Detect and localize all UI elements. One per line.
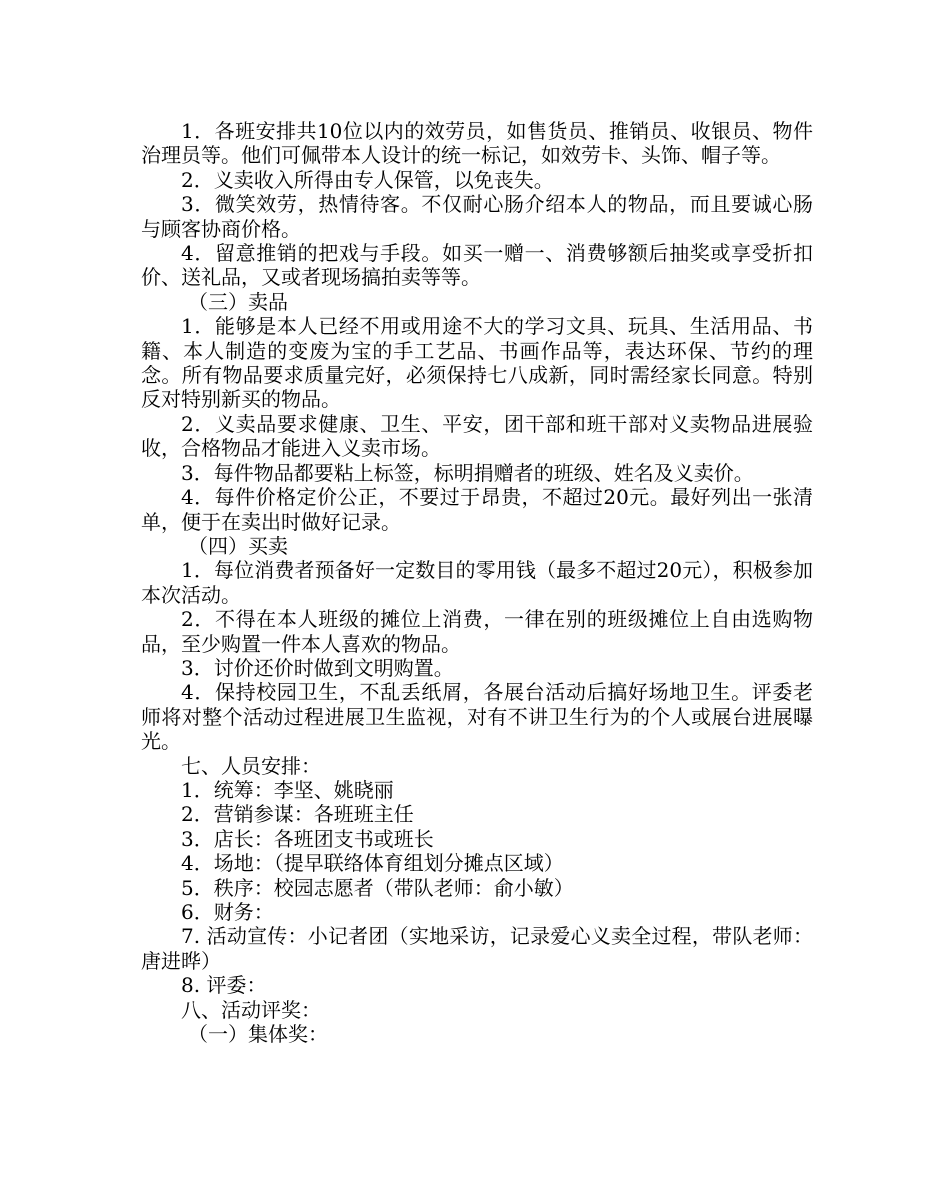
section-heading: （一）集体奖： bbox=[188, 1022, 328, 1047]
paragraph: 1．能够是本人已经不用或用途不大的学习文具、玩具、生活用品、书籍、本人制造的变废为宝的手工艺品、书画作品等，表达环保、节约的理念。所有物品要求质量完好，必须保持七八成新，同时需经家长同意。特别反对特别新买的物品。 bbox=[141, 314, 813, 412]
paragraph: 4．保持校园卫生，不乱丢纸屑，各展台活动后搞好场地卫生。评委老师将对整个活动过程进展卫生监视，对有不讲卫生行为的个人或展台进展曝光。 bbox=[141, 680, 813, 754]
paragraph: 2．不得在本人班级的摊位上消费，一律在别的班级摊位上自由选购物品，至少购置一件本人喜欢的物品。 bbox=[141, 607, 813, 656]
list-item: 1．统筹：李坚、姚晓丽 bbox=[181, 777, 394, 802]
section-heading: （四）买卖 bbox=[188, 533, 288, 558]
list-item: 4．场地：（提早联络体育组划分摊点区域） bbox=[181, 851, 564, 876]
chapter-heading: 七、人员安排： bbox=[181, 753, 321, 778]
paragraph: 2．义卖收入所得由专人保管，以免丧失。 bbox=[181, 167, 554, 192]
chapter-heading: 八、活动评奖： bbox=[181, 997, 321, 1022]
paragraph: 1．各班安排共10位以内的效劳员，如售货员、推销员、收银员、物件治理员等。他们可佩带本人设计的统一标记，如效劳卡、头饰、帽子等。 bbox=[141, 119, 813, 168]
paragraph: 4．每件价格定价公正，不要过于昂贵，不超过20元。最好列出一张清单，便于在卖出时做好记录。 bbox=[141, 485, 813, 534]
paragraph: 1．每位消费者预备好一定数目的零用钱（最多不超过20元），积极参加本次活动。 bbox=[141, 558, 813, 607]
paragraph: 3．讨价还价时做到文明购置。 bbox=[181, 655, 454, 680]
document-page bbox=[141, 119, 813, 1046]
list-item: 3．店长：各班团支书或班长 bbox=[181, 826, 434, 851]
list-item: 7. 活动宣传：小记者团（实地采访，记录爱心义卖全过程，带队老师：唐进晔） bbox=[141, 924, 813, 973]
paragraph: 3．每件物品都要粘上标签，标明捐赠者的班级、姓名及义卖价。 bbox=[181, 460, 754, 485]
list-item: 8. 评委： bbox=[181, 973, 267, 998]
list-item: 5．秩序：校园志愿者（带队老师：俞小敏） bbox=[181, 875, 574, 900]
list-item: 6．财务： bbox=[181, 900, 274, 924]
paragraph: 4．留意推销的把戏与手段。如买一赠一、消费够额后抽奖或享受折扣价、送礼品，又或者现场搞拍卖等等。 bbox=[141, 241, 813, 290]
paragraph: 2．义卖品要求健康、卫生、平安，团干部和班干部对义卖物品进展验收，合格物品才能进入义卖市场。 bbox=[141, 411, 813, 461]
section-heading: （三）卖品 bbox=[188, 289, 288, 314]
paragraph: 3．微笑效劳，热情待客。不仅耐心肠介绍本人的物品，而且要诚心肠与顾客协商价格。 bbox=[141, 192, 813, 241]
list-item: 2．营销参谋：各班班主任 bbox=[181, 802, 414, 827]
